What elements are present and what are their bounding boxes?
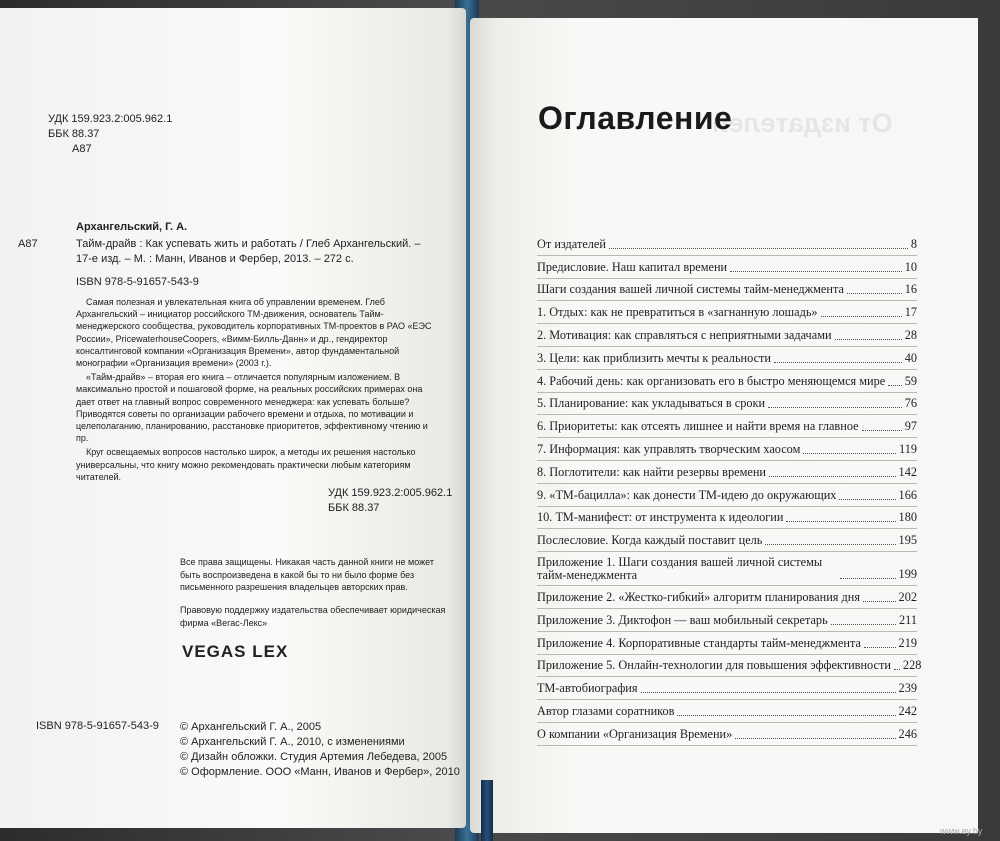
- author-name: Архангельский, Г. А.: [76, 221, 188, 233]
- show-through-text: От издателей: [712, 108, 893, 138]
- toc-leader: [894, 669, 900, 670]
- rights-notice: Все права защищены. Никакая часть данной книги не может быть воспроизведена в какой бы то ни было форме без письменного разрешения владельцев авторских прав.: [180, 557, 434, 592]
- copyright-line: © Оформление. ООО «Манн, Иванов и Фербер», 2010: [180, 766, 460, 778]
- toc-page-number: 10: [904, 259, 917, 274]
- toc-item: [537, 370, 917, 393]
- toc-leader: [835, 339, 902, 340]
- toc-label: 1. Отдых: как не превратиться в «загнанную лошадь»: [537, 305, 818, 320]
- toc-row: [537, 279, 917, 302]
- toc-row: [537, 233, 917, 256]
- toc-page-number: 8: [910, 236, 917, 251]
- toc-item: [537, 655, 922, 678]
- toc-leader: [769, 476, 896, 477]
- toc-label: 4. Рабочий день: как организовать его в быстро меняющемся мире: [537, 373, 886, 388]
- toc-row: [537, 723, 917, 746]
- toc-label: Послесловие. Когда каждый поставит цель: [537, 533, 763, 548]
- toc-page-number: 59: [904, 373, 917, 388]
- toc-label: Автор глазами соратников: [537, 703, 675, 718]
- toc-page-number: 180: [898, 510, 917, 525]
- toc-row: [537, 655, 922, 678]
- toc-row: [537, 484, 917, 507]
- toc-leader: [768, 407, 902, 408]
- annotation-paragraph: Самая полезная и увлекательная книга об управлении временем. Глеб Архангельский – инициатор российского ТМ-движения, основатель Тайм-менеджерского сообщества, руководитель корпоративных ТМ-проектов в РАО «ЕЭС России», PricewaterhouseCoopers, «Вимм-Билль-Данн» и др., гендиректор консалтинговой компании «Организация Времени», автор фундаментальной монографии «Организация времени» (2003 г.).: [76, 297, 432, 369]
- toc-label: От издателей: [537, 236, 606, 251]
- udk-header: [48, 112, 172, 157]
- toc-row: [537, 507, 917, 530]
- bookmark-ribbon: [481, 780, 493, 841]
- toc-label: Приложение 3. Диктофон — ваш мобильный секретарь: [537, 612, 828, 627]
- toc-leader: [864, 647, 896, 648]
- toc-item: [537, 301, 917, 324]
- toc-leader: [863, 601, 896, 602]
- toc-page-number: 142: [898, 464, 917, 479]
- toc-leader: [862, 430, 902, 431]
- toc-leader: [831, 624, 896, 625]
- toc-label: 5. Планирование: как укладываться в сроки: [537, 396, 766, 411]
- table-of-contents: [537, 233, 922, 746]
- toc-item: [537, 256, 917, 279]
- toc-page-number: 16: [904, 282, 917, 297]
- toc-row: [537, 529, 917, 552]
- annotation-paragraph: «Тайм-драйв» – вторая его книга – отличается популярным изложением. В максимально простой и пошаговой форме, на реальных российских примерах она дает ответ на главный вопрос современного менеджера: как успевать больше? Приводятся советы по организации рабочего времени и отдыха, по мотивации и целеполаганию, планированию, расстановке приоритетов, эффективному чтению и пр.: [76, 372, 428, 444]
- toc-row: [537, 586, 917, 609]
- page-title: Оглавление: [538, 100, 733, 136]
- left-page: [0, 8, 466, 828]
- toc-page-number: 246: [898, 726, 917, 741]
- toc-label: Приложение 4. Корпоративные стандарты тайм-менеджмента: [537, 635, 861, 650]
- udk-footer: [328, 486, 452, 516]
- toc-item: [537, 507, 917, 530]
- toc-item: [537, 461, 917, 484]
- toc-label: Приложение 1. Шаги создания вашей личной системы тайм-менеджмента: [537, 555, 823, 583]
- toc-row: [537, 324, 917, 347]
- toc-page-number: 202: [898, 589, 917, 604]
- toc-leader: [888, 385, 901, 386]
- toc-label: 9. «ТМ-бацилла»: как донести ТМ-идею до окружающих: [537, 487, 837, 502]
- toc-label: ТМ-автобиография: [537, 681, 638, 696]
- toc-leader: [735, 738, 895, 739]
- toc-item: [537, 233, 917, 256]
- toc-leader: [839, 499, 895, 500]
- toc-item: [537, 484, 917, 507]
- legal-support-notice: Правовую поддержку издательства обеспечивает юридическая фирма «Вегас-Лекс»: [180, 605, 446, 628]
- toc-row: [537, 461, 917, 484]
- toc-item: [537, 279, 917, 302]
- toc-rule: [537, 745, 917, 746]
- udk-code: УДК 159.923.2:005.962.1: [48, 113, 173, 125]
- copyright-line: © Архангельский Г. А., 2010, с изменениями: [180, 736, 405, 748]
- toc-page-number: 76: [904, 396, 917, 411]
- toc-leader: [677, 715, 895, 716]
- toc-page-number: 239: [898, 681, 917, 696]
- toc-label: 10. ТМ-манифест: от инструмента к идеологии: [537, 510, 784, 525]
- toc-row: [537, 552, 917, 586]
- toc-leader: [786, 521, 895, 522]
- toc-page-number: 211: [899, 612, 917, 627]
- toc-row: [537, 438, 917, 461]
- author-mark: А87: [72, 143, 92, 155]
- toc-label: 6. Приоритеты: как отсеять лишнее и найти время на главное: [537, 419, 859, 434]
- toc-page-number: 40: [904, 350, 917, 365]
- catalog-code: А87: [18, 238, 38, 250]
- toc-row: [537, 609, 917, 632]
- vegas-lex-logo: VEGAS LEX: [182, 642, 289, 661]
- toc-item: [537, 324, 917, 347]
- annotation: [76, 296, 436, 485]
- toc-row: [537, 677, 917, 700]
- toc-page-number: 228: [902, 658, 922, 673]
- toc-row: [537, 393, 917, 416]
- toc-page-number: 219: [898, 635, 917, 650]
- toc-leader: [840, 578, 896, 579]
- toc-item: [537, 700, 917, 723]
- bbk-code: ББК 88.37: [328, 502, 380, 514]
- toc-row: [537, 415, 917, 438]
- toc-item: [537, 632, 917, 655]
- toc-item: [537, 415, 917, 438]
- udk-code: УДК 159.923.2:005.962.1: [328, 487, 453, 499]
- toc-page-number: 17: [904, 305, 917, 320]
- copyright-line: © Архангельский Г. А., 2005: [180, 721, 322, 733]
- annotation-paragraph: Круг освещаемых вопросов настолько широк, а методы их решения настолько универсальны, что книгу можно рекомендовать практически любым категориям читателей.: [76, 447, 416, 482]
- toc-item: [537, 586, 917, 609]
- toc-row: [537, 347, 917, 370]
- toc-leader: [641, 692, 896, 693]
- biblio-line: 17-е изд. – М. : Манн, Иванов и Фербер, 2013. – 272 с.: [76, 253, 354, 265]
- biblio-line: Тайм-драйв : Как успевать жить и работать / Глеб Архангельский. –: [76, 238, 421, 250]
- toc-leader: [774, 362, 902, 363]
- toc-row: [537, 700, 917, 723]
- toc-page-number: 28: [904, 327, 917, 342]
- toc-label: 8. Поглотители: как найти резервы времени: [537, 464, 766, 479]
- copyright-line: © Дизайн обложки. Студия Артемия Лебедева, 2005: [180, 751, 448, 763]
- toc-label: 7. Информация: как управлять творческим хаосом: [537, 441, 801, 456]
- toc-item: [537, 609, 917, 632]
- toc-leader: [821, 316, 902, 317]
- toc-label: Шаги создания вашей личной системы тайм-менеджмента: [537, 282, 844, 297]
- toc-page-number: 242: [898, 703, 917, 718]
- toc-item: [537, 393, 917, 416]
- toc-label: Приложение 2. «Жестко-гибкий» алгоритм планирования дня: [537, 589, 861, 604]
- toc-page-number: 97: [904, 419, 917, 434]
- toc-row: [537, 370, 917, 393]
- isbn-bottom: ISBN 978-5-91657-543-9: [36, 720, 159, 732]
- bbk-code: ББК 88.37: [48, 128, 100, 140]
- watermark: www.ay.by: [940, 826, 983, 836]
- isbn-main: ISBN 978-5-91657-543-9: [76, 276, 199, 288]
- toc-label: Приложение 5. Онлайн-технологии для повышения эффективности: [537, 658, 891, 673]
- toc-leader: [847, 293, 902, 294]
- toc-page-number: 166: [898, 487, 917, 502]
- toc-page-number: 119: [899, 441, 917, 456]
- toc-label: Предисловие. Наш капитал времени: [537, 259, 728, 274]
- toc-item: [537, 552, 917, 586]
- copyright-list: [180, 720, 460, 780]
- toc-page-number: 199: [898, 567, 917, 582]
- toc-item: [537, 723, 917, 746]
- toc-leader: [609, 248, 908, 249]
- toc-item: [537, 438, 917, 461]
- toc-item: [537, 347, 917, 370]
- toc-leader: [803, 453, 896, 454]
- toc-item: [537, 529, 917, 552]
- toc-label: 3. Цели: как приблизить мечты к реальности: [537, 350, 772, 365]
- toc-leader: [730, 271, 902, 272]
- toc-label: 2. Мотивация: как справляться с неприятными задачами: [537, 327, 832, 342]
- toc-label: О компании «Организация Времени»: [537, 726, 733, 741]
- toc-row: [537, 301, 917, 324]
- toc-row: [537, 256, 917, 279]
- toc-page-number: 195: [898, 533, 917, 548]
- toc-leader: [765, 544, 895, 545]
- toc-item: [537, 677, 917, 700]
- toc-row: [537, 632, 917, 655]
- bibliographic-description: [76, 237, 420, 267]
